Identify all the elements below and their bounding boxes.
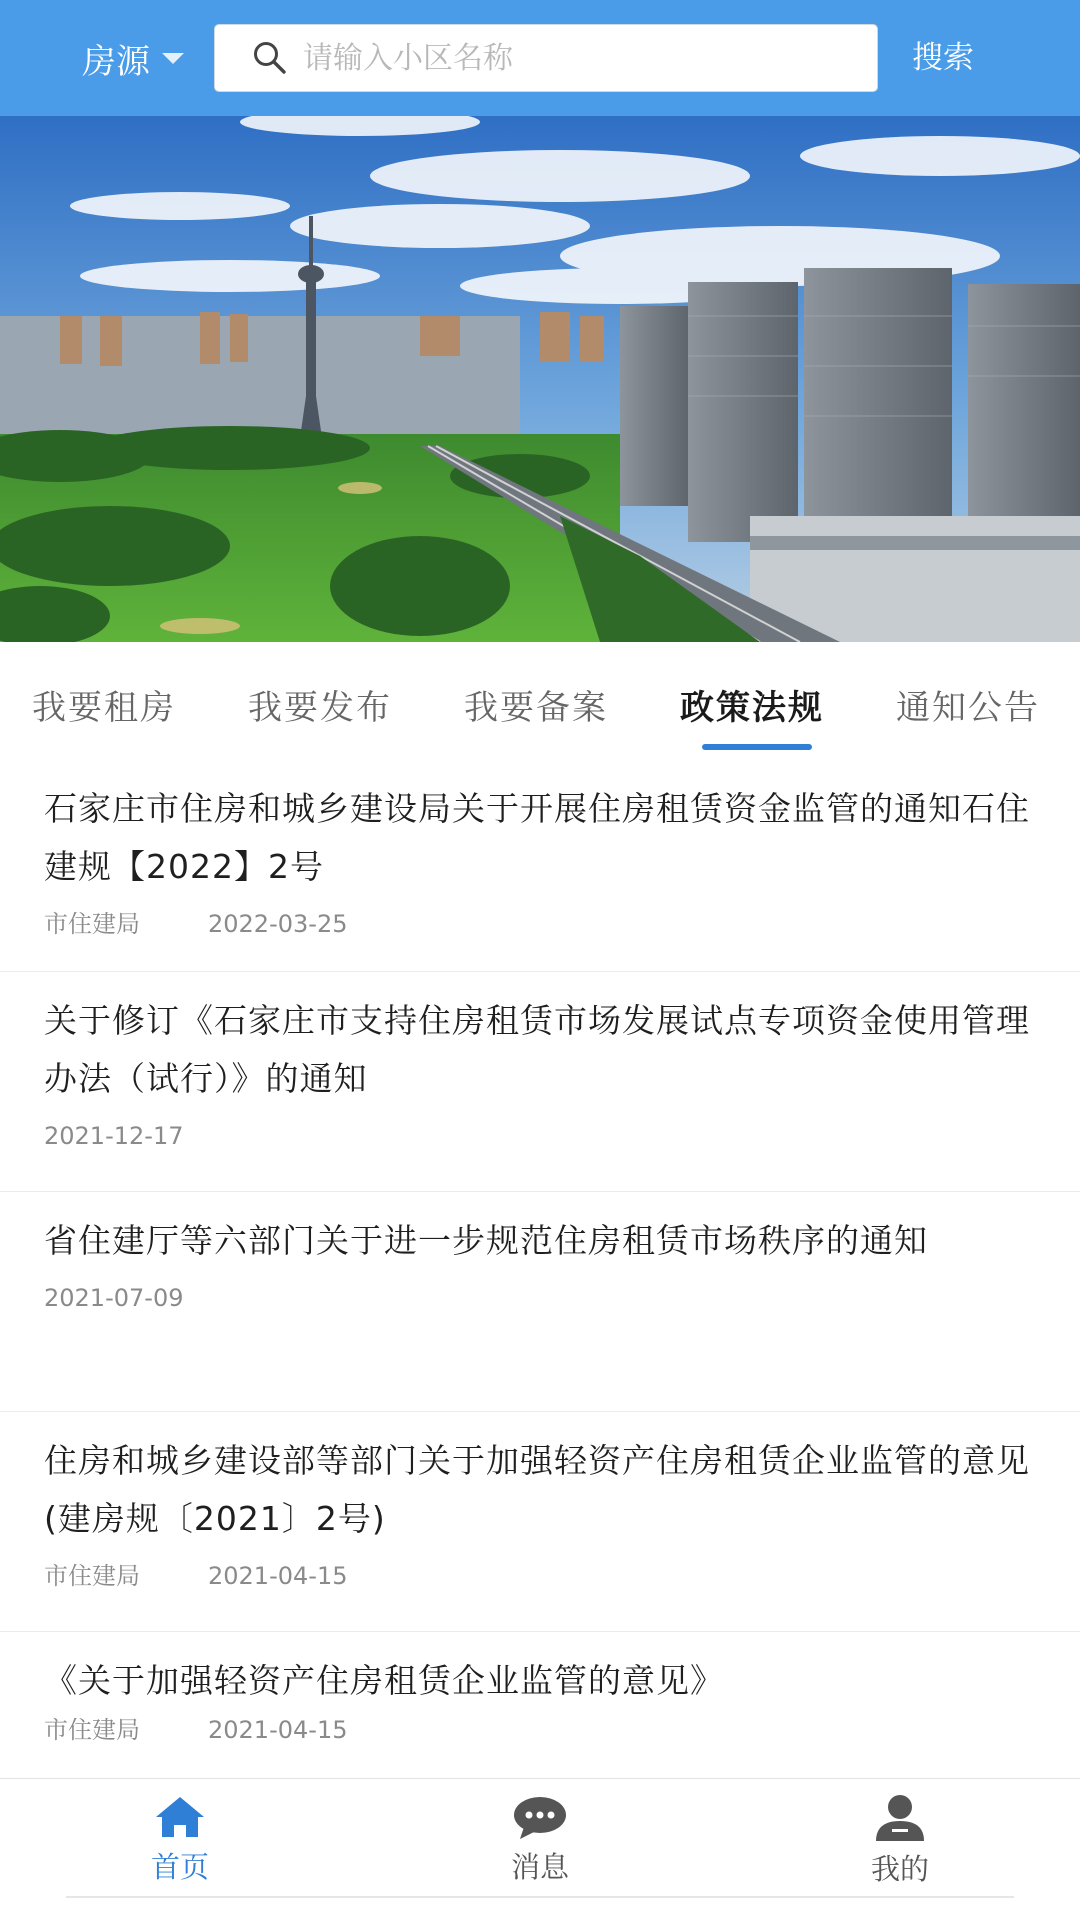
city-dropdown-label: 房源 [82,41,150,82]
search-button[interactable]: 搜索 [912,40,974,76]
city-skyline-illustration [0,116,1080,642]
tab-rent[interactable]: 我要租房 [32,688,176,728]
nav-profile-label: 我的 [870,1852,929,1886]
tab-policy[interactable]: 政策法规 [680,688,824,728]
article-meta [44,1120,1036,1152]
banner-image[interactable] [0,116,1080,642]
nav-messages[interactable] [460,1793,620,1886]
list-item[interactable] [0,1192,1080,1412]
chevron-down-icon [162,53,184,64]
nav-profile[interactable] [820,1793,980,1888]
article-source: 市住建局 [44,1716,140,1744]
nav-home-label: 首页 [150,1850,209,1884]
list-item[interactable] [0,760,1080,972]
article-date: 2022-03-25 [208,910,348,938]
city-dropdown[interactable] [82,36,184,80]
bottom-tab-bar [0,1778,1080,1920]
article-date: 2021-12-17 [44,1122,184,1150]
nav-messages-label: 消息 [510,1850,569,1884]
article-meta [44,1282,1036,1314]
chat-icon [512,1793,568,1841]
tab-notice[interactable]: 通知公告 [896,688,1040,728]
article-meta [44,908,1036,940]
search-icon [251,39,289,77]
article-date: 2021-07-09 [44,1284,184,1312]
user-icon [874,1793,926,1843]
home-indicator-divider [66,1896,1014,1898]
policy-article-list [0,760,1080,1778]
article-date: 2021-04-15 [208,1562,348,1590]
category-tabs [0,642,1080,760]
tab-register[interactable]: 我要备案 [464,688,608,728]
nav-home[interactable] [100,1793,260,1886]
article-source: 市住建局 [44,910,140,938]
list-item[interactable] [0,972,1080,1192]
list-item[interactable] [0,1632,1080,1778]
search-box[interactable] [214,24,878,92]
list-item[interactable] [0,1412,1080,1632]
home-icon [154,1793,206,1841]
search-input[interactable] [303,28,877,88]
article-title: 省住建厅等六部门关于进一步规范住房租赁市场秩序的通知 [44,1221,928,1260]
article-source: 市住建局 [44,1562,140,1590]
active-tab-indicator [702,744,812,750]
article-date: 2021-04-15 [208,1716,348,1744]
article-meta [44,1560,1036,1592]
article-title: 关于修订《石家庄市支持住房租赁市场发展试点专项资金使用管理办法（试行）》的通知 [44,1001,1030,1098]
top-search-bar [0,0,1080,116]
tab-publish[interactable]: 我要发布 [248,688,392,728]
article-title: 住房和城乡建设部等部门关于加强轻资产住房租赁企业监管的意见(建房规〔2021〕2号) [44,1441,1030,1538]
article-title: 石家庄市住房和城乡建设局关于开展住房租赁资金监管的通知石住建规【2022】2号 [44,789,1030,886]
article-title: 《关于加强轻资产住房租赁企业监管的意见》 [44,1661,724,1700]
article-meta [44,1714,1036,1746]
